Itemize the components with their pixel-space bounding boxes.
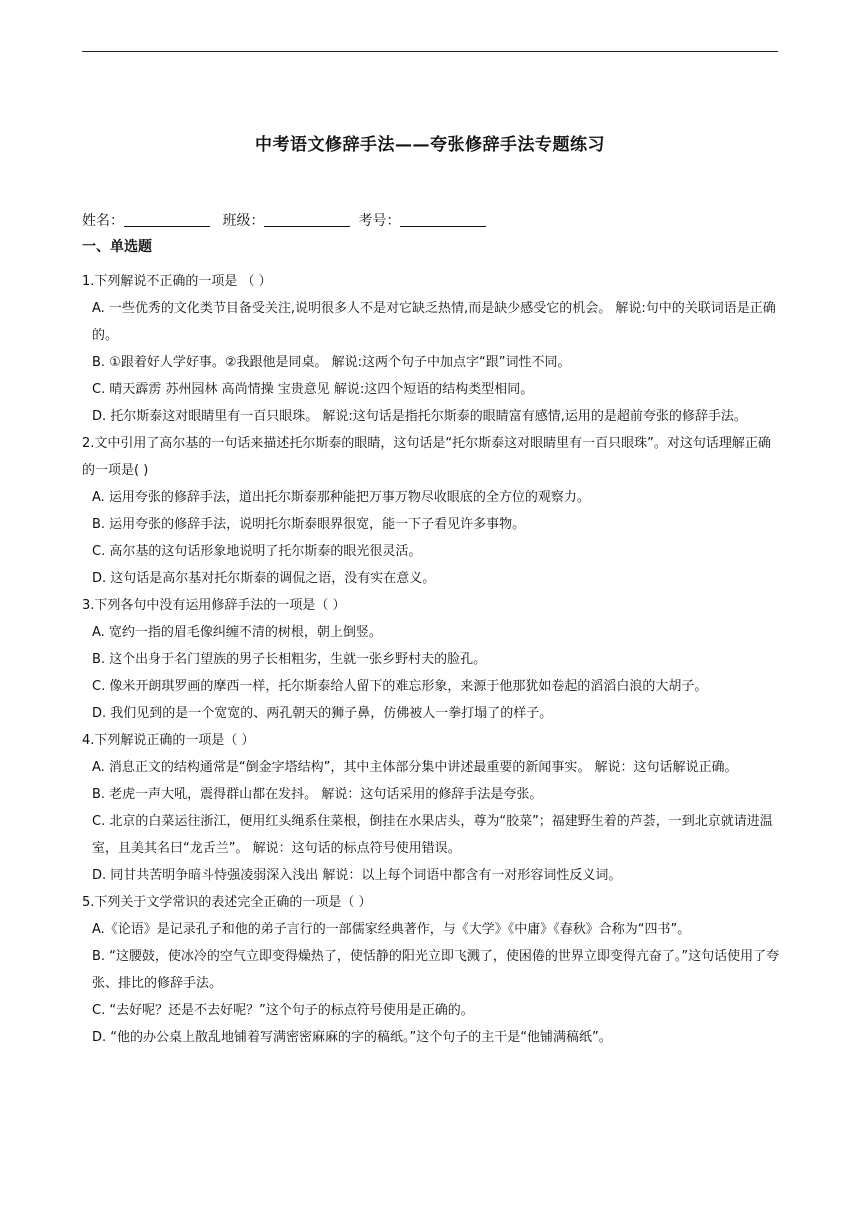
option-a: A. 一些优秀的文化类节目备受关注,说明很多人不是对它缺乏热情,而是缺少感受它的机会。 解说:句中的关联词语是正确的。	[92, 301, 776, 343]
section-heading: 一、单选题	[82, 239, 152, 255]
option-a: A. 宽约一指的眉毛像纠缠不清的树根，朝上倒竖。	[92, 625, 382, 640]
option-a: A.《论语》是记录孔子和他的弟子言行的一部儒家经典著作，与《大学》《中庸》《春秋》合称为“四书”。	[92, 922, 691, 937]
option-c: C. 像米开朗琪罗画的摩西一样，托尔斯泰给人留下的难忘形象，来源于他那犹如卷起的滔滔白浪的大胡子。	[92, 679, 708, 694]
question-stem: 2.文中引用了高尔基的一句话来描述托尔斯泰的眼睛，这句话是“托尔斯泰这对眼睛里有一百只眼珠”。对这句话理解正确的一项是( )	[82, 436, 771, 478]
option-d: D. 同甘共苦明争暗斗恃强凌弱深入浅出 解说：以上每个词语中都含有一对形容词性反义词。	[92, 868, 622, 883]
option-c: C. “去好呢？还是不去好呢？”这个句子的标点符号使用是正确的。	[92, 1003, 474, 1018]
class-label: 班级：	[222, 213, 265, 229]
option-b: B. 运用夸张的修辞手法，说明托尔斯泰眼界很宽，能一下子看见许多事物。	[92, 517, 526, 532]
question-stem: 3.下列各句中没有运用修辞手法的一项是（ ）	[82, 598, 346, 613]
option-d: D. 托尔斯泰这对眼睛里有一百只眼珠。 解说:这句话是指托尔斯泰的眼睛富有感情,运用的是超前夸张的修辞手法。	[92, 409, 747, 424]
option-a: A. 消息正文的结构通常是“倒金字塔结构”，其中主体部分集中讲述最重要的新闻事实。 解说：这句话解说正确。	[92, 760, 738, 775]
name-label: 姓名：	[82, 213, 124, 229]
option-b: B. 这个出身于名门望族的男子长相粗劣，生就一张乡野村夫的脸孔。	[92, 652, 487, 667]
question-stem: 1.下列解说不正确的一项是 （ ）	[82, 274, 272, 289]
question-2	[82, 430, 782, 592]
question-stem: 5.下列关于文学常识的表述完全正确的一项是（ ）	[82, 895, 372, 910]
option-b: B. “这腰鼓，使冰冷的空气立即变得燥热了，使恬静的阳光立即飞溅了，使困倦的世界立即变得亢奋了。”这句话使用了夸张、排比的修辞手法。	[92, 949, 780, 991]
option-d: D. “他的办公桌上散乱地铺着写满密密麻麻的字的稿纸。”这个句子的主干是“他铺满稿纸”。	[92, 1030, 612, 1045]
option-c: C. 北京的白菜运往浙江，便用红头绳系住菜根，倒挂在水果店头，尊为“胶菜”；福建野生着的芦荟，一到北京就请进温室，且美其名曰“龙舌兰”。 解说：这句话的标点符号使用错误。	[92, 814, 773, 856]
question-stem: 4.下列解说正确的一项是（ ）	[82, 733, 255, 748]
exam-number-label: 考号：	[358, 213, 401, 229]
option-c: C. 高尔基的这句话形象地说明了托尔斯泰的眼光很灵活。	[92, 544, 422, 559]
header-rule	[82, 51, 778, 52]
exam-number-blank[interactable]	[400, 212, 486, 227]
option-a: A. 运用夸张的修辞手法，道出托尔斯泰那种能把万事万物尽收眼底的全方位的观察力。	[92, 490, 590, 505]
page-title: 中考语文修辞手法——夸张修辞手法专题练习	[255, 135, 605, 155]
option-d: D. 这句话是高尔基对托尔斯泰的调侃之语，没有实在意义。	[92, 571, 436, 586]
question-3	[82, 592, 782, 727]
question-1	[82, 268, 782, 430]
student-info-line	[82, 210, 494, 230]
option-b: B. ①跟着好人学好事。②我跟他是同桌。 解说:这两个句子中加点字“跟”词性不同。	[92, 355, 571, 370]
question-5	[82, 889, 782, 1051]
class-blank[interactable]	[264, 212, 350, 227]
option-c: C. 晴天霹雳 苏州园林 高尚情操 宝贵意见 解说:这四个短语的结构类型相同。	[92, 382, 534, 397]
question-list	[82, 268, 782, 1051]
option-b: B. 老虎一声大吼，震得群山都在发抖。 解说：这句话采用的修辞手法是夸张。	[92, 787, 543, 802]
option-d: D. 我们见到的是一个宽宽的、两孔朝天的狮子鼻，仿佛被人一拳打塌了的样子。	[92, 706, 553, 721]
question-4	[82, 727, 782, 889]
name-blank[interactable]	[124, 212, 210, 227]
